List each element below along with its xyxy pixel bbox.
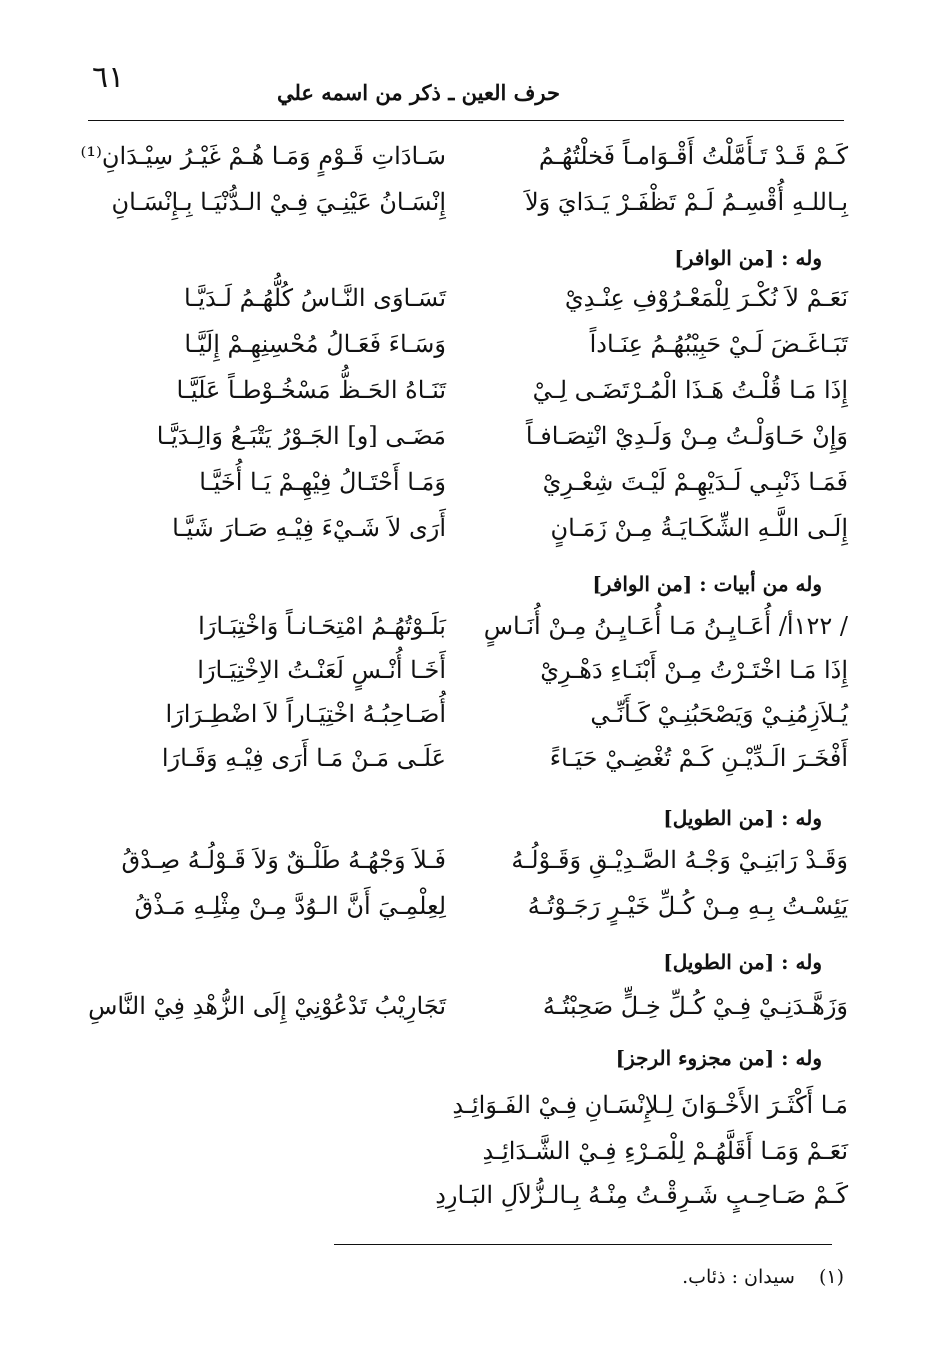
verse-second-hemistich: أَخَـا أُنْـسٍ لَعَنْـتُ الاِخْتِيَـارَا [197,656,446,684]
verse-first-hemistich: إِلَـى اللَّـهِ الشِّكَـايَـةُ مِـنْ زَمَـانٍ [550,514,848,542]
verse-line [90,648,848,692]
verse-first-hemistich: يَئِسْـتُ بِـهِ مِـنْ كُـلِّ خَيْـرٍ رَجَـوْتُـهُ [527,892,848,920]
verse-first-hemistich: تَبَـاغَـضَ لَـيْ حَبِيْبُهُـمُ عِنَـاداً [589,330,848,358]
poem-intro: وله : [من الطويل] [663,950,822,974]
verse-second-hemistich: وَسَـاءَ فَعَـالُ مُحْسِنِهِـمْ إِلَيَّـا [184,330,446,358]
verse-line [90,736,848,780]
verse-second-hemistich: إِنْسَـانُ عَيْنِـيَ فِـيْ الـدُّنْيَـا بِـإِنْسَـانِ [111,188,446,216]
footnote-text: سيدان : ذئاب. [682,1266,795,1288]
verse-line [90,180,848,224]
verse-line [90,692,848,736]
verse-line [90,322,848,366]
verse-second-hemistich: تَسَـاوَى النَّـاسُ كُلُّهُـمُ لَـدَيَّـا [184,284,446,312]
verse-first-hemistich: وَإِنْ حَـاوَلْـتُ مِـنْ وَلَـدِيْ انْتِصَـافـاً [525,422,848,450]
poem-line: كَـمْ صَـاحِـبٍ شَـرِقْـتُ مِنْـهُ بِـالـزُّلاَلِ البَـارِدِ [435,1181,848,1209]
verse-line [90,838,848,882]
poem-line: مَـا أَكْثَـرَ الأَخْـوَانَ لِـلإِنْسَـانِ فِـيْ الفَـوَائِـدِ [452,1091,848,1119]
verse-first-hemistich: يُـلاَزِمُنِـيْ وَيَصْحَبُنِـيْ كَـأَنِّـي [590,700,848,728]
verse-second-hemistich: فَـلاَ وَجْهُـهُ طَلْـقٌ وَلاَ قَـوْلُـهُ صِـدْقُ [121,846,446,874]
footnote-number: (١) [818,1266,844,1288]
verse-line [90,276,848,320]
verse-second-hemistich: بَلَـوْتُهُـمُ امْتِحَـانـاً وَاخْتِبَـارَا [198,612,446,640]
verse-first-hemistich: / ١٢٢أ/ أُعَـايِـنُ مَـا أُعَـايِـنُ مِـنْ أُنَـاسٍ [483,612,848,640]
verse-second-hemistich: سَـادَاتِ قَـوْمٍ وَمَـا هُـمْ غَيْـرُ سِيْـدَانِ⁽¹⁾ [80,142,446,170]
verse-first-hemistich: نَعَـمْ لاَ نُكْـرَ لِلْمَعْـرُوْفِ عِنْـدِيْ [564,284,848,312]
poem-intro: وله : [من الطويل] [663,806,822,830]
verse-line [90,460,848,504]
verse-first-hemistich: إِذَا مَـا اخْتَـرْتُ مِـنْ أَبْنَـاءِ دَهْـرِيْ [540,656,848,684]
footnote-rule [334,1244,832,1245]
poem-intro: وله : [من الوافر] [674,246,822,270]
verse-first-hemistich: كَـمْ قَـدْ تَـأَمَّلْتُ أَقْـوَامـاً فَخلْتُهُـمُ [538,142,848,170]
poem-intro: وله : [من مجزوء الرجز] [615,1046,822,1070]
verse-line [90,368,848,412]
verse-line [90,884,848,928]
verse-line [80,134,848,178]
verse-second-hemistich: وَمَـا أَحْتَـالُ فِيْهِـمْ يَـا أُخَيَّـا [199,468,446,496]
verse-line [90,984,848,1028]
verse-first-hemistich: وَقَـدْ رَابَنِـيْ وَجْـهُ الصَّـدِيْـقِ وَقَـوْلُـهُ [511,846,848,874]
page-number: ٦١ [92,60,125,95]
verse-second-hemistich: عَلَـى مَـنْ مَـا أَرَى فِيْـهِ وَقَـارَا [161,744,446,772]
verse-second-hemistich: أُصَـاحِبُـهُ اخْتِيَـاراً لاَ اضْطِـرَارَا [165,700,446,728]
verse-second-hemistich: مَضَـى [و] الجَـوْرُ يَتْبَـعُ وَالِـدَيَّـا [156,422,446,450]
footnote [682,1266,844,1288]
running-head: حرف العين ـ ذكر من اسمه علي [276,80,560,105]
verse-second-hemistich: أَرَى لاَ شَـيْءَ فِيْـهِ صَـارَ شَيَّـا [172,514,446,542]
verse-second-hemistich: لِعِلْمِـيَ أَنَّ الـوُدَّ مِـنْ مِثْلِـهِ مَـذْقُ [134,892,446,920]
verse-first-hemistich: بِـاللـهِ أُقْسِـمُ لَـمْ تَظْفَـرْ يَـدَايَ وَلاَ [524,188,848,216]
verse-first-hemistich: فَمَـا ذَنْبِـي لَـدَيْهِـمْ لَيْـتَ شِعْـرِيْ [542,468,848,496]
poem-line: نَعَـمْ وَمَـا أَقَلَّهُـمْ لِلْمَـرْءِ فِـيْ الشَّـدَائِـدِ [482,1137,848,1165]
verse-line [90,604,848,648]
verse-second-hemistich: تَجَارِيْبُ تَدْعُوْنِيْ إِلَى الزُّهْدِ فِيْ النَّاسِ [88,992,446,1020]
header-rule [88,120,844,121]
verse-line [90,414,848,458]
verse-first-hemistich: إِذَا مَـا قُلْـتُ هَـذَا الْمُـرْتَضَـى لِـيْ [532,376,848,404]
verse-first-hemistich: وَزَهَّـدَنِـيْ فِـيْ كُـلِّ خِـلٍّ صَحِبْتُـهُ [542,992,848,1020]
poem-intro: وله من أبيات : [من الوافر] [592,572,822,596]
verse-first-hemistich: أَفْخَـرَ الَـدِّيْـنِ كَـمْ تُغْضِـيْ حَيَـاءً [549,744,848,772]
verse-line [90,506,848,550]
verse-second-hemistich: تَنَـاهُ الحَـظُّ مَسْخُـوْطـاً عَلَيَّـا [176,376,446,404]
